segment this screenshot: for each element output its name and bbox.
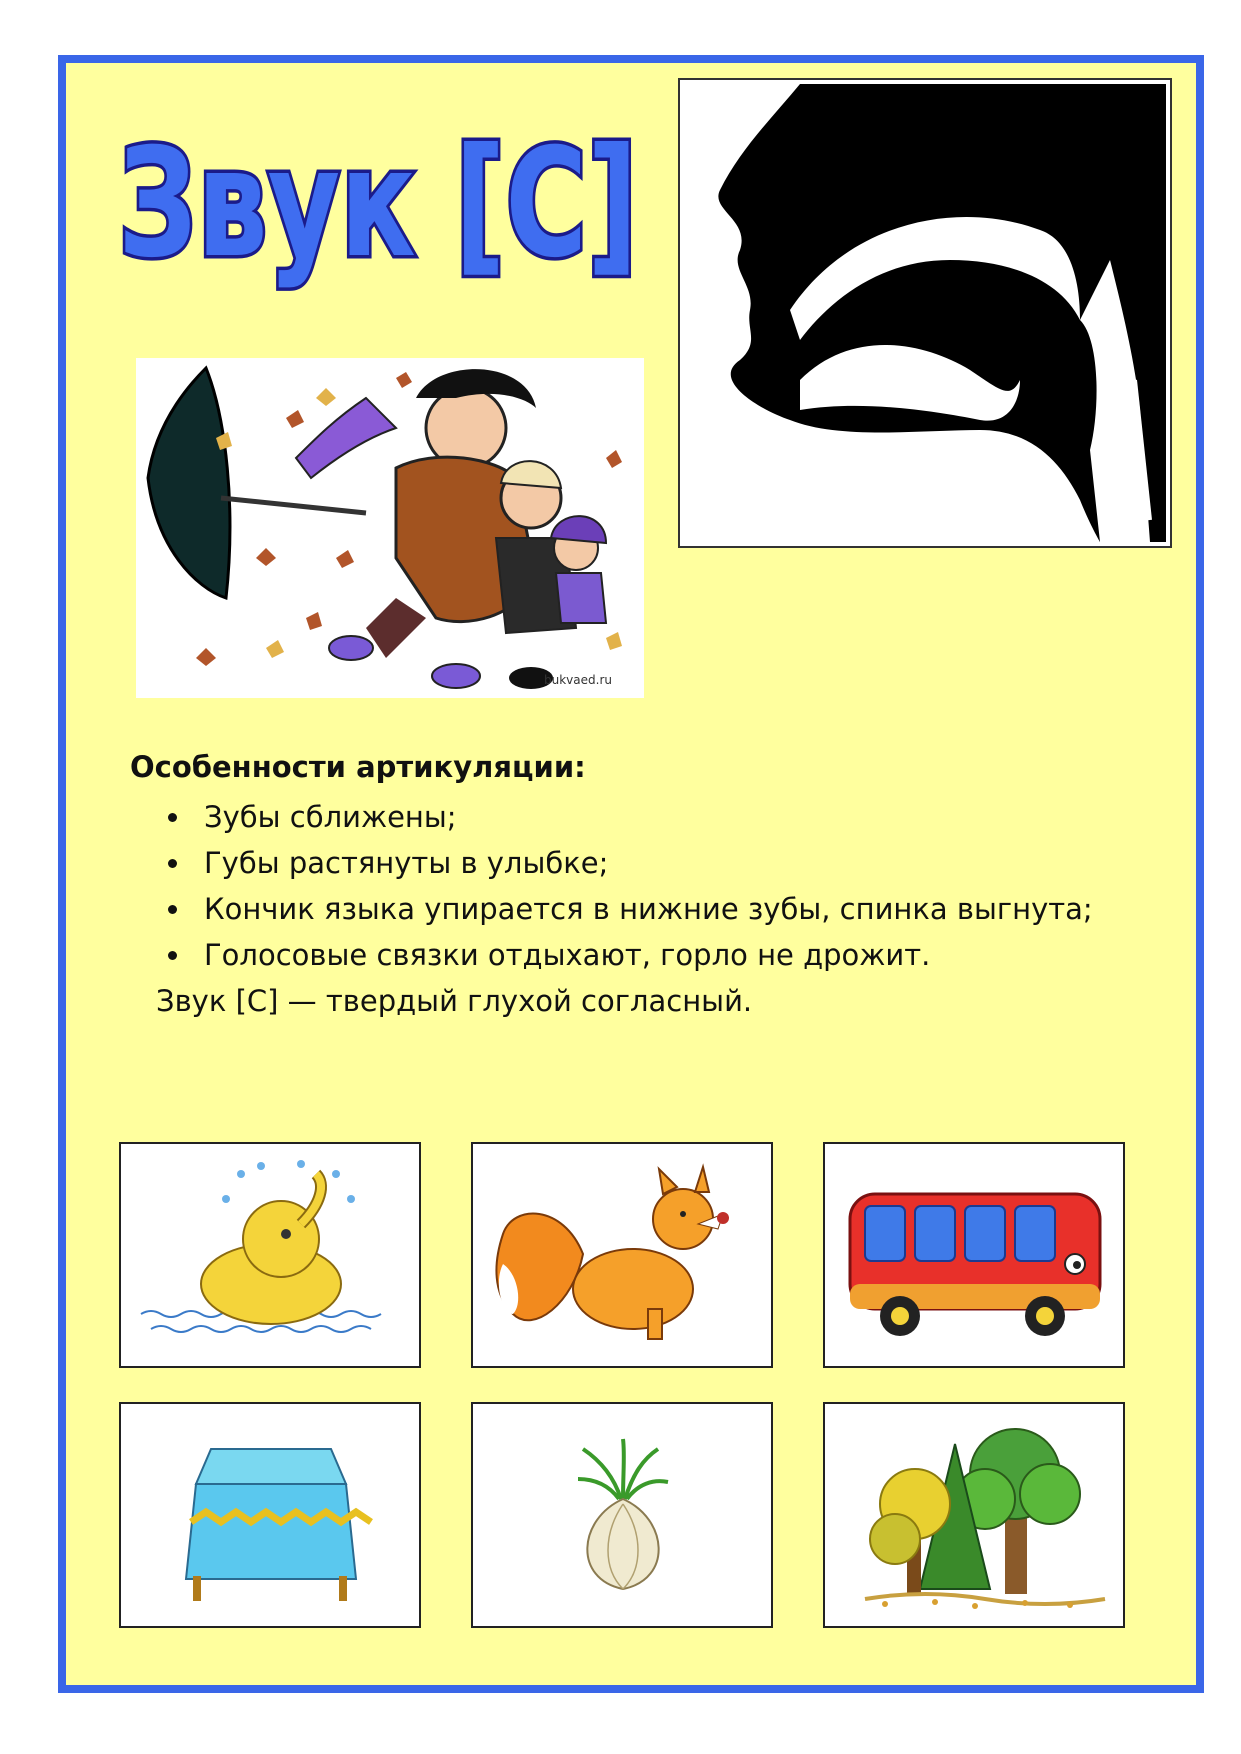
- elephant-splashing-icon: [121, 1144, 419, 1366]
- picture-card-bus: [823, 1142, 1125, 1368]
- picture-card-fox: [471, 1142, 773, 1368]
- scene-illustration: [136, 358, 644, 698]
- sound-conclusion: Звук [С] — твердый глухой согласный.: [156, 984, 753, 1018]
- forest-trees-icon: [825, 1404, 1123, 1626]
- articulation-profile-image: [680, 80, 1170, 546]
- page-title-text: Звук [С]: [118, 117, 638, 291]
- features-list: [130, 794, 1130, 978]
- bus-icon: [825, 1144, 1123, 1366]
- wind-umbrella-family-image: [136, 358, 644, 698]
- fox-icon: [473, 1144, 771, 1366]
- picture-card-table: [119, 1402, 421, 1628]
- features-heading: Особенности артикуляции:: [130, 750, 586, 784]
- feature-item: Зубы сближены;: [204, 794, 1130, 840]
- feature-item: Кончик языка упирается в нижние зубы, спинка выгнута;: [204, 886, 1130, 932]
- feature-item: Голосовые связки отдыхают, горло не дрожит.: [204, 932, 1130, 978]
- page-title: [112, 95, 652, 320]
- picture-card-onion: [471, 1402, 773, 1628]
- onion-icon: [473, 1404, 771, 1626]
- articulation-diagram: [678, 78, 1172, 548]
- table-tablecloth-icon: [121, 1404, 419, 1626]
- articulation-features: [130, 750, 1130, 1024]
- scene-watermark: bukvaed.ru: [544, 673, 612, 687]
- picture-card-forest: [823, 1402, 1125, 1628]
- picture-card-elephant: [119, 1142, 421, 1368]
- feature-item: Губы растянуты в улыбке;: [204, 840, 1130, 886]
